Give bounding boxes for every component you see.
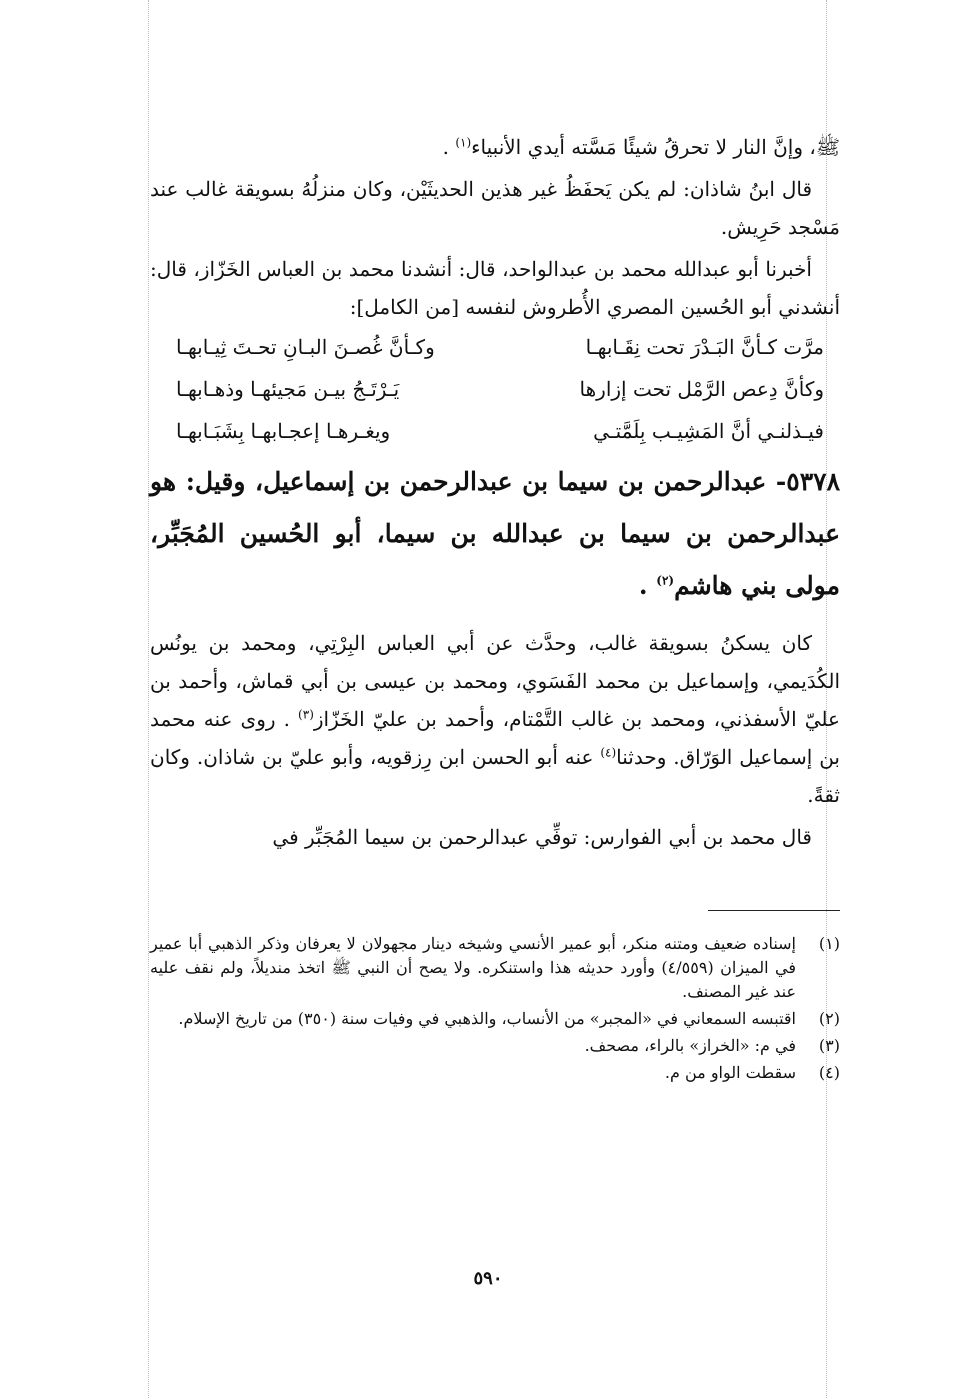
- footnote-separator: [708, 910, 840, 911]
- main-text: [150, 128, 840, 856]
- footnote-ref: (١): [455, 135, 472, 150]
- first-hemistich: وكأنَّ دِعص الرَّمْل تحت إزارها: [579, 377, 824, 401]
- footnote: [150, 1007, 840, 1031]
- footnote-ref: (٤): [600, 745, 617, 760]
- poem-verse: [150, 326, 840, 368]
- poem-verse: [150, 368, 840, 410]
- first-hemistich: فيـذلنـي أنَّ المَشِيـب بِلَمَّتـي: [593, 419, 824, 443]
- footnote-text: اقتبسه السمعاني في «المجبر» من الأنساب، والذهبي في وفيات سنة (٣٥٠) من تاريخ الإسلام.: [178, 1009, 796, 1028]
- footnote-number: (١): [818, 934, 840, 953]
- footnote-number: (٣): [818, 1036, 840, 1055]
- footnote-number: (٢): [818, 1009, 840, 1028]
- second-hemistich: يَـرْتَـجُ بيـن مَجيئهـا وذهـابهـا: [176, 377, 400, 401]
- death-paragraph: قال محمد بن أبي الفوارس: توفِّي عبدالرحمن بن سيما المُجَبِّر في: [272, 825, 812, 849]
- paragraph-isnad: أخبرنا أبو عبدالله محمد بن عبدالواحد، قال: أنشدنا محمد بن العباس الخَزّاز، قال: أنشدني أبو الحُسين المصري الأُطروش لنفسه [من الكامل]:: [150, 257, 840, 319]
- biography-paragraph: كان يسكنُ بسويقة غالب، وحدَّث عن أبي العباس البِرْتِي، ومحمد بن يونُس الكُدَيمي، وإسماعيل بن محمد الفَسَوي، ومحمد بن عيسى بن أبي قماش، وأحمد بن عليّ الأسفذني، ومحمد بن غالب التَّمْتام، وأحمد بن عليّ الخَزّاز$^{(٣)}$ . روى عنه محمد بن إسماعيل الوَرّاق. وحدثنا$^{(٤)}$ عنه أبو الحسن ابن رِزقويه، وأبو عليّ بن شاذان. وكان ثقةً.: [150, 631, 840, 807]
- top-paragraph: ﷺ، وإنَّ النار لا تحرقُ شيئًا مَسَّته أيدي الأنبياء$^{(١)}$ .: [442, 135, 840, 159]
- dotted-guide-line: [148, 0, 149, 1398]
- second-hemistich: ويغـرهـا إعجـابهـا بِشَبَـابهـا: [176, 419, 391, 443]
- paragraph-ibn-shadhan: قال ابنُ شاذان: لم يكن يَحفَظُ غير هذين الحديثَيْن، وكان منزلُهُ بسويقة غالب عند مَسْجد حَرِيش.: [150, 177, 840, 239]
- entry-heading: ٥٣٧٨- عبدالرحمن بن سيما بن عبدالرحمن بن إسماعيل، وقيل: هو عبدالرحمن بن سيما بن عبدالله بن سيما، أبو الحُسين المُجَبِّر، مولى بني هاشم$^{(٢)}$ .: [150, 467, 840, 600]
- page-number: ٥٩٠: [473, 1268, 503, 1289]
- footnote-text: في م: «الخراز» بالراء، مصحف.: [584, 1036, 796, 1055]
- footnote: [150, 1061, 840, 1085]
- footnote-text: إسناده ضعيف ومتنه منكر، أبو عمير الأنسي وشيخه دينار مجهولان لا يعرفان وذكر الذهبي أبا عمير في الميزان (٤/٥٥٩) وأورد حديثه هذا واستنكره. ولا يصح أن النبي ﷺ اتخذ منديلاً، ولم نقف عليه عند غير المصنف.: [150, 934, 796, 1001]
- poem: [150, 326, 840, 452]
- footnote-text: سقطت الواو من م.: [664, 1063, 796, 1082]
- footnote-ref: (٣): [298, 707, 314, 722]
- poem-verse: [150, 410, 840, 452]
- footnote: [150, 932, 840, 1004]
- footnote-number: (٤): [818, 1063, 840, 1082]
- first-hemistich: مرَّت كـأنَّ البَـدْرَ تحت نِقَـابهـا: [585, 335, 824, 359]
- second-hemistich: وكـأنَّ غُصـنَ البـانِ تحـتَ ثِيـابهـا: [176, 335, 435, 359]
- footnote: [150, 1034, 840, 1058]
- footnotes: [150, 932, 840, 1088]
- footnote-ref: (٢): [656, 573, 675, 588]
